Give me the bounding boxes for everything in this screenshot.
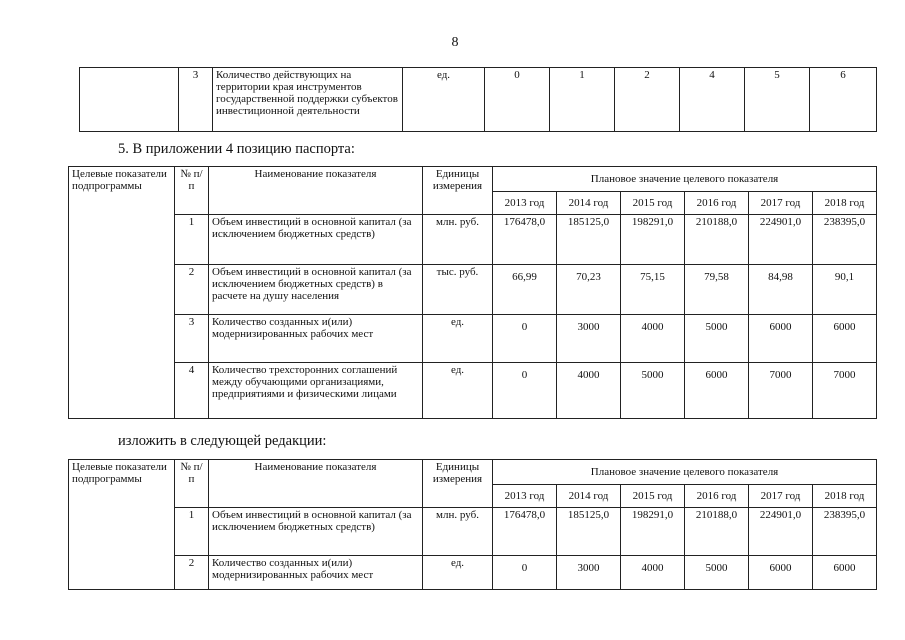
value-cell: 198291,0 bbox=[621, 508, 685, 556]
unit-cell: млн. руб. bbox=[423, 215, 493, 265]
value-cell: 7000 bbox=[813, 363, 877, 419]
value-cell: 6000 bbox=[749, 315, 813, 363]
page-number: 8 bbox=[451, 35, 459, 50]
value-cell: 6000 bbox=[749, 556, 813, 590]
section-heading: изложить в следующей редакции: bbox=[118, 433, 327, 449]
value-cell: 70,23 bbox=[557, 265, 621, 315]
unit-cell: ед. bbox=[423, 363, 493, 419]
num-header: № п/п bbox=[175, 167, 209, 215]
name-header: Наименование показателя bbox=[209, 460, 423, 508]
year-header: 2015 год bbox=[621, 485, 685, 508]
value-cell: 3000 bbox=[557, 556, 621, 590]
value-cell: 66,99 bbox=[493, 265, 557, 315]
unit-cell: тыс. руб. bbox=[423, 265, 493, 315]
table-row bbox=[69, 556, 877, 590]
value-cell: 4 bbox=[680, 68, 745, 132]
year-header: 2017 год bbox=[749, 485, 813, 508]
value-cell: 4000 bbox=[621, 556, 685, 590]
value-cell: 0 bbox=[485, 68, 550, 132]
value-cell: 6000 bbox=[685, 363, 749, 419]
indicator-name: Объем инвестиций в основной капитал (за исключением бюджетных средств) в расчете на душу населения bbox=[209, 265, 423, 315]
indicator-name: Объем инвестиций в основной капитал (за исключением бюджетных средств) bbox=[209, 215, 423, 265]
row-number: 2 bbox=[175, 556, 209, 590]
year-header: 2017 год bbox=[749, 192, 813, 215]
row-number: 3 bbox=[175, 315, 209, 363]
value-cell: 75,15 bbox=[621, 265, 685, 315]
unit-cell: ед. bbox=[403, 68, 485, 132]
unit-cell: ед. bbox=[423, 556, 493, 590]
value-cell: 0 bbox=[493, 315, 557, 363]
table-row bbox=[69, 215, 877, 265]
value-cell: 6000 bbox=[813, 556, 877, 590]
indicator-name: Количество трехсторонних соглашений между обучающими организациями, предприятиями и физическими лицами bbox=[209, 363, 423, 419]
value-cell: 238395,0 bbox=[813, 215, 877, 265]
value-cell: 176478,0 bbox=[493, 215, 557, 265]
passport-table-old bbox=[68, 166, 877, 419]
plan-header: Плановое значение целевого показателя bbox=[493, 460, 877, 485]
unit-cell: млн. руб. bbox=[423, 508, 493, 556]
table-row bbox=[69, 265, 877, 315]
row-number: 1 bbox=[175, 508, 209, 556]
year-header: 2013 год bbox=[493, 192, 557, 215]
section-heading: 5. В приложении 4 позицию паспорта: bbox=[118, 141, 355, 157]
indicator-name: Количество созданных и(или) модернизированных рабочих мест bbox=[209, 556, 423, 590]
value-cell: 5000 bbox=[685, 315, 749, 363]
name-header: Наименование показателя bbox=[209, 167, 423, 215]
table-row bbox=[69, 363, 877, 419]
unit-cell: ед. bbox=[423, 315, 493, 363]
value-cell: 4000 bbox=[621, 315, 685, 363]
unit-header: Единицы измерения bbox=[423, 460, 493, 508]
group-header: Целевые показатели подпрограммы bbox=[69, 167, 175, 419]
value-cell: 6 bbox=[810, 68, 877, 132]
year-header: 2013 год bbox=[493, 485, 557, 508]
continuation-table bbox=[79, 67, 877, 132]
header-row bbox=[69, 460, 877, 485]
num-header: № п/п bbox=[175, 460, 209, 508]
value-cell: 2 bbox=[615, 68, 680, 132]
passport-table-new bbox=[68, 459, 877, 590]
indicator-name: Количество действующих на территории края инструментов государственной поддержки субъектов инвестиционной деятельности bbox=[213, 68, 403, 132]
value-cell: 185125,0 bbox=[557, 508, 621, 556]
plan-header: Плановое значение целевого показателя bbox=[493, 167, 877, 192]
value-cell: 5000 bbox=[621, 363, 685, 419]
row-number: 4 bbox=[175, 363, 209, 419]
value-cell: 185125,0 bbox=[557, 215, 621, 265]
header-row bbox=[69, 167, 877, 192]
value-cell: 3000 bbox=[557, 315, 621, 363]
indicator-name: Объем инвестиций в основной капитал (за исключением бюджетных средств) bbox=[209, 508, 423, 556]
value-cell: 224901,0 bbox=[749, 508, 813, 556]
value-cell: 198291,0 bbox=[621, 215, 685, 265]
value-cell: 7000 bbox=[749, 363, 813, 419]
year-header: 2014 год bbox=[557, 485, 621, 508]
value-cell: 224901,0 bbox=[749, 215, 813, 265]
value-cell: 90,1 bbox=[813, 265, 877, 315]
group-header: Целевые показатели подпрограммы bbox=[69, 460, 175, 590]
value-cell: 210188,0 bbox=[685, 215, 749, 265]
unit-header: Единицы измерения bbox=[423, 167, 493, 215]
year-header: 2014 год bbox=[557, 192, 621, 215]
value-cell: 0 bbox=[493, 363, 557, 419]
year-header: 2018 год bbox=[813, 485, 877, 508]
value-cell: 5000 bbox=[685, 556, 749, 590]
row-number: 1 bbox=[175, 215, 209, 265]
value-cell: 6000 bbox=[813, 315, 877, 363]
row-number: 2 bbox=[175, 265, 209, 315]
value-cell: 4000 bbox=[557, 363, 621, 419]
row-number: 3 bbox=[179, 68, 213, 132]
value-cell: 79,58 bbox=[685, 265, 749, 315]
group-cell bbox=[80, 68, 179, 132]
value-cell: 176478,0 bbox=[493, 508, 557, 556]
value-cell: 0 bbox=[493, 556, 557, 590]
year-header: 2016 год bbox=[685, 485, 749, 508]
value-cell: 84,98 bbox=[749, 265, 813, 315]
value-cell: 238395,0 bbox=[813, 508, 877, 556]
table-row bbox=[69, 315, 877, 363]
table-row bbox=[80, 68, 877, 132]
year-header: 2018 год bbox=[813, 192, 877, 215]
indicator-name: Количество созданных и(или) модернизированных рабочих мест bbox=[209, 315, 423, 363]
value-cell: 1 bbox=[550, 68, 615, 132]
value-cell: 5 bbox=[745, 68, 810, 132]
year-header: 2016 год bbox=[685, 192, 749, 215]
year-header: 2015 год bbox=[621, 192, 685, 215]
value-cell: 210188,0 bbox=[685, 508, 749, 556]
table-row bbox=[69, 508, 877, 556]
